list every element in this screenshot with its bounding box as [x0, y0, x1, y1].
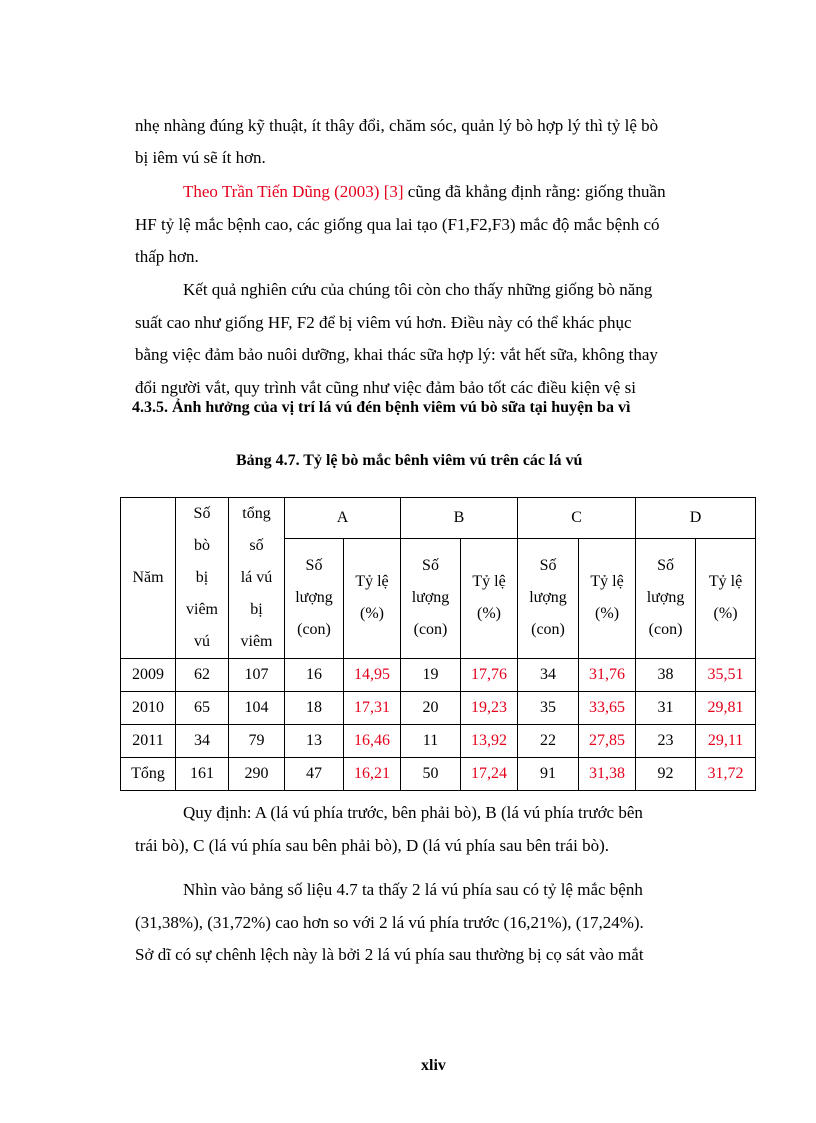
cell-sick: 65	[176, 692, 229, 725]
paragraph2-line3: thấp hơn.	[135, 247, 199, 266]
table-row	[121, 692, 756, 725]
cell-year: 2009	[121, 659, 176, 692]
header-group-b: B	[401, 498, 518, 539]
header-b-count: Số lượng (con)	[401, 538, 461, 658]
cell-year: 2010	[121, 692, 176, 725]
table-row-total	[121, 758, 756, 791]
header-group-a: A	[285, 498, 401, 539]
paragraph3-line4: đổi người vắt, quy trình vắt cũng như việc đảm bảo tốt các điều kiện vệ si	[135, 378, 636, 397]
cell-sick: 161	[176, 758, 229, 791]
cell-c-count: 34	[518, 659, 579, 692]
paragraph2-line1-rest: cũng đã khẳng định rằng: giống thuần	[403, 182, 666, 201]
cell-d-count: 38	[636, 659, 696, 692]
cell-c-count: 35	[518, 692, 579, 725]
header-b-rate: Tỷ lệ (%)	[461, 538, 518, 658]
paragraph3-line3: bằng việc đảm bảo nuôi dưỡng, khai thác sữa hợp lý: vắt hết sữa, không thay	[135, 345, 658, 364]
cell-sick: 34	[176, 725, 229, 758]
cell-c-rate: 27,85	[579, 725, 636, 758]
header-sick-cows: Số bò bị viêm vú	[176, 498, 229, 659]
paragraph1-line1: nhẹ nhàng đúng kỹ thuật, ít thây đổi, chăm sóc, quản lý bò hợp lý thì tỷ lệ bò	[135, 116, 659, 135]
header-d-count: Số lượng (con)	[636, 538, 696, 658]
paragraph4-line3: Sở dĩ có sự chênh lệch này là bởi 2 lá vú phía sau thường bị cọ sát vào mắt	[135, 945, 644, 964]
cell-a-count: 18	[285, 692, 344, 725]
header-a-rate: Tỷ lệ (%)	[344, 538, 401, 658]
paragraph2-line1	[183, 182, 666, 202]
cell-b-rate: 17,24	[461, 758, 518, 791]
cell-d-rate: 35,51	[696, 659, 756, 692]
cell-a-rate: 14,95	[344, 659, 401, 692]
page-number: xliv	[421, 1057, 446, 1074]
cell-d-rate: 31,72	[696, 758, 756, 791]
cell-a-count: 47	[285, 758, 344, 791]
note-line1: Quy định: A (lá vú phía trước, bên phải bò), B (lá vú phía trước bên	[183, 803, 643, 822]
header-group-c: C	[518, 498, 636, 539]
cell-a-rate: 16,21	[344, 758, 401, 791]
cell-total: 290	[229, 758, 285, 791]
cell-total: 104	[229, 692, 285, 725]
cell-a-count: 13	[285, 725, 344, 758]
citation-text: Theo Trần Tiến Dũng (2003)	[183, 182, 380, 201]
citation-ref: [3]	[383, 182, 404, 201]
mastitis-table	[120, 497, 756, 791]
section-heading: 4.3.5. Ảnh hưởng của vị trí lá vú đén bệnh viêm vú bò sữa tại huyện ba vì	[132, 399, 631, 416]
cell-sick: 62	[176, 659, 229, 692]
cell-year: 2011	[121, 725, 176, 758]
cell-b-rate: 17,76	[461, 659, 518, 692]
paragraph3-line1: Kết quả nghiên cứu của chúng tôi còn cho thấy những giống bò năng	[183, 280, 653, 299]
cell-b-count: 11	[401, 725, 461, 758]
cell-c-rate: 33,65	[579, 692, 636, 725]
table-caption: Bảng 4.7. Tỷ lệ bò mắc bênh viêm vú trên các lá vú	[236, 452, 583, 469]
note-line2: trái bò), C (lá vú phía sau bên phải bò), D (lá vú phía sau bên trái bò).	[135, 836, 609, 855]
header-a-count: Số lượng (con)	[285, 538, 344, 658]
header-c-count: Số lượng (con)	[518, 538, 579, 658]
paragraph4-line2: (31,38%), (31,72%) cao hơn so với 2 lá vú phía trước (16,21%), (17,24%).	[135, 913, 644, 932]
cell-a-count: 16	[285, 659, 344, 692]
cell-a-rate: 16,46	[344, 725, 401, 758]
cell-d-rate: 29,11	[696, 725, 756, 758]
header-year: Năm	[121, 498, 176, 659]
cell-b-rate: 19,23	[461, 692, 518, 725]
cell-b-count: 19	[401, 659, 461, 692]
header-total-quarters: tổng số lá vú bị viêm	[229, 498, 285, 659]
cell-b-count: 20	[401, 692, 461, 725]
cell-d-count: 92	[636, 758, 696, 791]
table-row	[121, 725, 756, 758]
paragraph1-line2: bị iêm vú sẽ ít hơn.	[135, 148, 266, 167]
cell-a-rate: 17,31	[344, 692, 401, 725]
cell-b-count: 50	[401, 758, 461, 791]
header-c-rate: Tỷ lệ (%)	[579, 538, 636, 658]
cell-d-count: 31	[636, 692, 696, 725]
header-d-rate: Tỷ lệ (%)	[696, 538, 756, 658]
cell-c-count: 91	[518, 758, 579, 791]
cell-c-rate: 31,76	[579, 659, 636, 692]
header-group-d: D	[636, 498, 756, 539]
paragraph3-line2: suất cao như giống HF, F2 để bị viêm vú hơn. Điều này có thể khác phục	[135, 313, 632, 332]
paragraph2-line2: HF tỷ lệ mắc bệnh cao, các giống qua lai tạo (F1,F2,F3) mắc độ mắc bệnh có	[135, 215, 660, 234]
cell-c-count: 22	[518, 725, 579, 758]
cell-d-count: 23	[636, 725, 696, 758]
cell-year: Tổng	[121, 758, 176, 791]
cell-b-rate: 13,92	[461, 725, 518, 758]
cell-total: 107	[229, 659, 285, 692]
cell-total: 79	[229, 725, 285, 758]
cell-d-rate: 29,81	[696, 692, 756, 725]
cell-c-rate: 31,38	[579, 758, 636, 791]
paragraph4-line1: Nhìn vào bảng số liệu 4.7 ta thấy 2 lá vú phía sau có tỷ lệ mắc bệnh	[183, 880, 643, 899]
table-row	[121, 659, 756, 692]
